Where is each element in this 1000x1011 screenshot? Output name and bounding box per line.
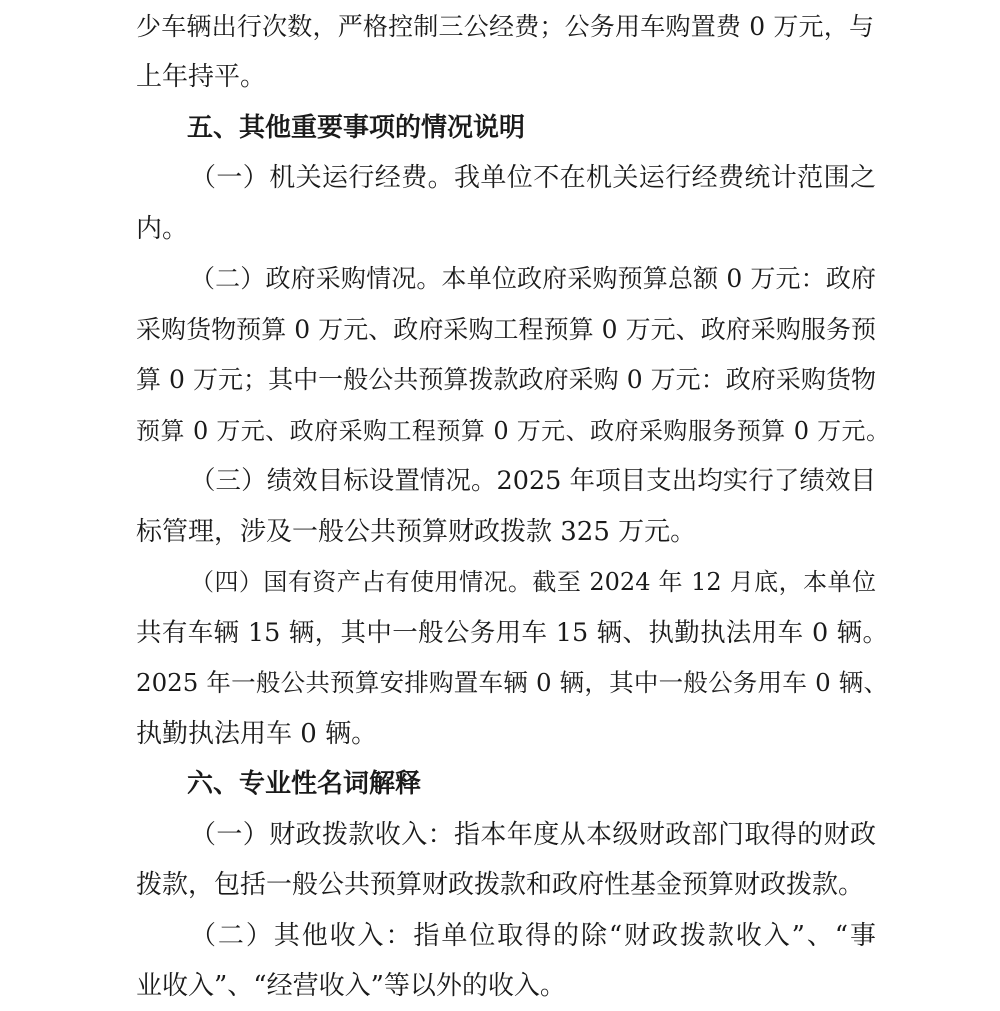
paragraph-line: （三）绩效目标设置情况。2025 年项目支出均实行了绩效目 (190, 466, 876, 496)
paragraph-line: 标管理，涉及一般公共预算财政拨款 325 万元。 (136, 517, 697, 547)
paragraph-line: （四）国有资产占有使用情况。截至 2024 年 12 月底，本单位 (190, 568, 876, 596)
paragraph-line: （一）机关运行经费。我单位不在机关运行经费统计范围之 (190, 163, 876, 193)
section-heading: 五、其他重要事项的情况说明 (187, 113, 526, 143)
paragraph-line: 业收入”、“经营收入”等以外的收入。 (136, 971, 566, 1001)
paragraph-line: 共有车辆 15 辆，其中一般公务用车 15 辆、执勤执法用车 0 辆。 (136, 618, 888, 648)
paragraph-line: （二）其他收入：指单位取得的除“财政拨款收入”、“事 (190, 921, 876, 951)
paragraph-line: 算 0 万元；其中一般公共预算拨款政府采购 0 万元：政府采购货物 (136, 365, 876, 394)
paragraph-line: 2025 年一般公共预算安排购置车辆 0 辆，其中一般公务用车 0 辆、 (136, 668, 888, 697)
paragraph-line: （二）政府采购情况。本单位政府采购预算总额 0 万元：政府 (190, 264, 876, 293)
paragraph-line: （一）财政拨款收入：指本年度从本级财政部门取得的财政 (190, 820, 876, 850)
paragraph-line: 执勤执法用车 0 辆。 (136, 719, 378, 749)
paragraph-line: 预算 0 万元、政府采购工程预算 0 万元、政府采购服务预算 0 万元。 (136, 417, 890, 445)
section-heading: 六、专业性名词解释 (187, 769, 422, 799)
paragraph-line: 拨款，包括一般公共预算财政拨款和政府性基金预算财政拨款。 (136, 870, 865, 900)
paragraph-line: 内。 (136, 214, 189, 244)
paragraph-line: 少车辆出行次数，严格控制三公经费；公务用车购置费 0 万元，与 (136, 12, 874, 41)
paragraph-line: 采购货物预算 0 万元、政府采购工程预算 0 万元、政府采购服务预 (136, 315, 876, 344)
paragraph-line: 上年持平。 (136, 62, 267, 92)
